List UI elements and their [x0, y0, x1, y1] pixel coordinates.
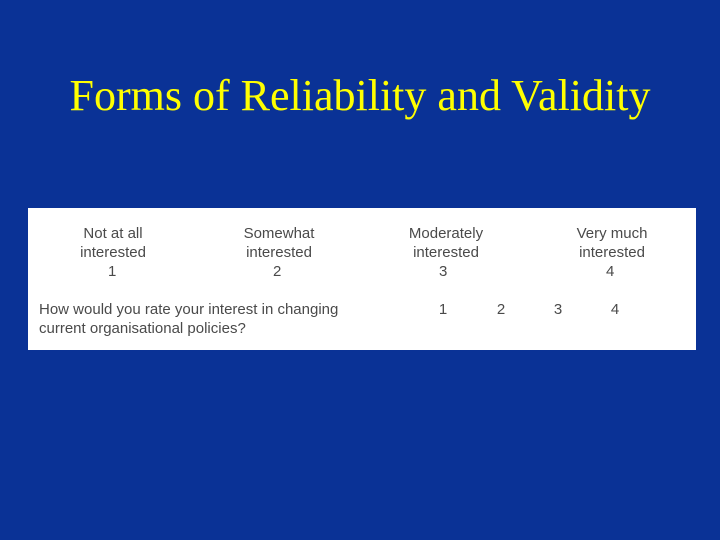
question-option-2[interactable]: 2: [496, 301, 506, 318]
question-text: How would you rate your interest in changing current organisational policies?: [39, 301, 339, 337]
scale-number-2: 2: [273, 263, 282, 280]
question-option-1[interactable]: 1: [438, 301, 448, 318]
scale-label-4-line1: Very much: [576, 225, 648, 242]
scale-point-3: [396, 224, 496, 281]
scale-point-2: [231, 224, 327, 281]
scale-number-1: 1: [108, 263, 117, 280]
scale-label-3-line1: Moderately: [408, 225, 484, 242]
scale-label-3-line2: interested: [413, 244, 479, 261]
scale-label-1-line2: interested: [80, 244, 146, 261]
slide-title: Forms of Reliability and Validity: [69, 71, 651, 120]
scale-label-2-line2: interested: [246, 244, 312, 261]
question-option-4[interactable]: 4: [610, 301, 620, 318]
rating-scale-panel: [28, 208, 696, 350]
question-option-3[interactable]: 3: [553, 301, 563, 318]
scale-point-4: [563, 224, 661, 281]
scale-number-3: 3: [439, 263, 448, 280]
scale-label-1-line1: Not at all: [83, 225, 143, 242]
scale-label-4-line2: interested: [579, 244, 645, 261]
scale-point-1: [66, 224, 160, 281]
scale-number-4: 4: [606, 263, 615, 280]
scale-label-2-line1: Somewhat: [243, 225, 315, 242]
